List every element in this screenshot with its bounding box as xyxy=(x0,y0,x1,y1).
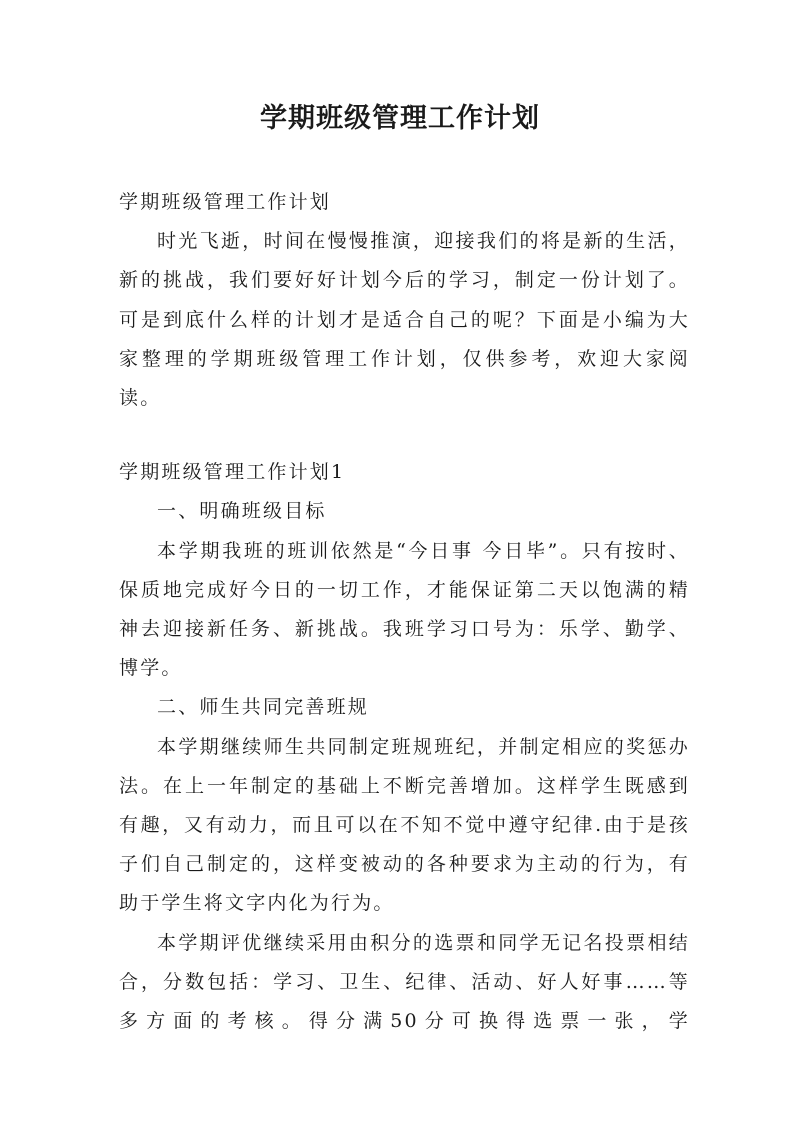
document-title: 学期班级管理工作计划 xyxy=(260,103,540,134)
section-heading: 学期班级管理工作计划1 xyxy=(119,461,346,484)
body-paragraph: 本学期我班的班训依然是“今日事 今日毕”。只有按时、保质地完成好今日的一切工作，才能保证第二天以饱满的精神去迎接新任务、新挑战。我班学习口号为：乐学、勤学、博学。 xyxy=(119,539,690,680)
body-paragraph: 本学期继续师生共同制定班规班纪，并制定相应的奖惩办法。在上一年制定的基础上不断完善增加。这样学生既感到有趣，又有动力，而且可以在不知不觉中遵守纪律.由于是孩子们自己制定的，这样变被动的各种要求为主动的行为，有助于学生将文字内化为行为。 xyxy=(119,735,690,915)
document-body xyxy=(119,183,690,1041)
intro-paragraph: 时光飞逝，时间在慢慢推演，迎接我们的将是新的生活，新的挑战，我们要好好计划今后的学习，制定一份计划了。可是到底什么样的计划才是适合自己的呢？下面是小编为大家整理的学期班级管理工作计划，仅供参考，欢迎大家阅读。 xyxy=(119,230,690,410)
section-heading: 学期班级管理工作计划 xyxy=(119,191,332,213)
body-paragraph: 本学期评优继续采用由积分的选票和同学无记名投票相结合，分数包括：学习、卫生、纪律、活动、好人好事……等多方面的考核。得分满50分可换得选票一张，学 xyxy=(119,931,690,1033)
subsection-heading: 二、师生共同完善班规 xyxy=(157,696,370,719)
subsection-heading: 一、明确班级目标 xyxy=(157,500,327,523)
